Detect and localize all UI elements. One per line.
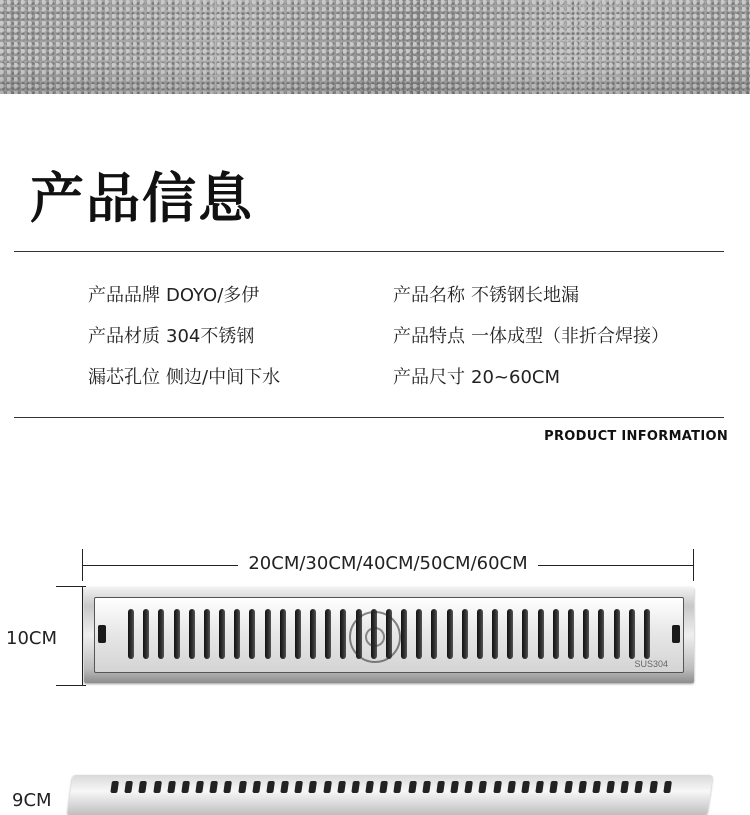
drain-slot — [351, 781, 360, 793]
spec-label: 漏芯孔位 — [88, 367, 160, 388]
floor-drain-perspective — [67, 775, 713, 815]
drain-slot — [614, 609, 620, 659]
drain-slot — [408, 781, 417, 793]
drain-slot — [507, 781, 516, 793]
drain-slot — [649, 781, 658, 793]
drain-slot — [583, 609, 589, 659]
drain-slot — [416, 609, 422, 659]
drain-slot — [450, 781, 459, 793]
drain-slot — [323, 781, 332, 793]
drain-slot — [535, 781, 544, 793]
page-title: 产品信息 — [30, 167, 254, 230]
drain-slot — [174, 609, 180, 659]
stone-texture-banner — [0, 0, 750, 94]
spec-value: 20~60CM — [471, 367, 560, 388]
drain-slot — [337, 781, 346, 793]
drain-slot — [249, 609, 255, 659]
drain-slot — [644, 609, 650, 659]
drain-slot — [310, 609, 316, 659]
drain-slot — [167, 781, 176, 793]
drain-slot — [629, 609, 635, 659]
drain-slot — [124, 781, 133, 793]
spec-brand — [88, 287, 259, 305]
drain-slot — [538, 609, 544, 659]
drain-slot — [394, 781, 403, 793]
spec-label: 产品材质 — [88, 326, 160, 347]
partial-dimension-label: 9CM — [12, 790, 52, 811]
section-subtitle: PRODUCT INFORMATION — [544, 429, 728, 444]
drain-slot — [521, 781, 530, 793]
drain-slot — [479, 781, 488, 793]
material-stamp: SUS304 — [634, 659, 668, 669]
drain-slot — [606, 781, 615, 793]
drain-slot — [522, 609, 528, 659]
drain-slot — [663, 781, 672, 793]
drain-slot — [447, 609, 453, 659]
width-dimension-label: 20CM/30CM/40CM/50CM/60CM — [238, 553, 537, 574]
drain-slot — [578, 781, 587, 793]
drain-slot — [280, 609, 286, 659]
drain-slot — [295, 609, 301, 659]
drain-slot — [465, 781, 474, 793]
drain-notch-right — [672, 625, 680, 643]
drain-slot — [110, 781, 119, 793]
spec-value: DOYO/多伊 — [166, 285, 260, 306]
spec-label: 产品特点 — [393, 326, 465, 347]
spec-size — [393, 369, 560, 387]
drain-slot — [507, 609, 513, 659]
drain-slots — [110, 781, 672, 793]
drain-slot — [380, 781, 389, 793]
drain-slot — [153, 781, 162, 793]
drain-slot — [598, 609, 604, 659]
drain-slot — [238, 781, 247, 793]
drain-slot — [139, 781, 148, 793]
drain-slot — [568, 609, 574, 659]
drain-slot — [252, 781, 261, 793]
drain-slot — [325, 609, 331, 659]
drain-slot — [189, 609, 195, 659]
drain-slot — [553, 609, 559, 659]
drain-slot — [635, 781, 644, 793]
spec-label: 产品名称 — [393, 285, 465, 306]
drain-notch-left — [98, 625, 106, 643]
height-dimension-label: 10CM — [6, 628, 58, 649]
spec-label: 产品尺寸 — [393, 367, 465, 388]
spec-feature — [393, 328, 669, 346]
drain-slot — [477, 609, 483, 659]
spec-value: 侧边/中间下水 — [166, 367, 281, 388]
floor-drain-product — [84, 587, 694, 683]
spec-value: 一体成型（非折合焊接） — [471, 326, 669, 347]
drain-slot — [266, 781, 275, 793]
drain-slot — [493, 781, 502, 793]
drain-slot — [234, 609, 240, 659]
drain-slot — [280, 781, 289, 793]
height-dimension — [56, 586, 86, 686]
drain-slot — [181, 781, 190, 793]
drain-slot — [422, 781, 431, 793]
drain-slot — [340, 609, 346, 659]
spec-drain-position — [88, 369, 280, 387]
drain-slot — [219, 609, 225, 659]
drain-slot — [128, 609, 134, 659]
drain-slot — [309, 781, 318, 793]
spec-material — [88, 328, 254, 346]
divider-bottom — [14, 417, 724, 418]
width-dimension — [82, 549, 694, 581]
drain-slot — [295, 781, 304, 793]
divider-top — [14, 251, 724, 252]
drain-slot — [265, 609, 271, 659]
spec-value: 不锈钢长地漏 — [471, 285, 579, 306]
drain-slot — [492, 609, 498, 659]
drain-slot — [462, 609, 468, 659]
spec-name — [393, 287, 579, 305]
drain-slot — [209, 781, 218, 793]
drain-core-icon — [349, 611, 401, 663]
drain-slot — [204, 609, 210, 659]
drain-slot — [564, 781, 573, 793]
drain-slot — [195, 781, 204, 793]
drain-slot — [431, 609, 437, 659]
drain-slot — [436, 781, 445, 793]
dimension-line — [82, 586, 83, 686]
drain-slot — [365, 781, 374, 793]
spec-label: 产品品牌 — [88, 285, 160, 306]
spec-value: 304不锈钢 — [166, 326, 255, 347]
drain-slot — [143, 609, 149, 659]
drain-slot — [592, 781, 601, 793]
drain-slot — [401, 609, 407, 659]
drain-slot — [620, 781, 629, 793]
drain-slot — [158, 609, 164, 659]
drain-slot — [550, 781, 559, 793]
drain-slot — [224, 781, 233, 793]
